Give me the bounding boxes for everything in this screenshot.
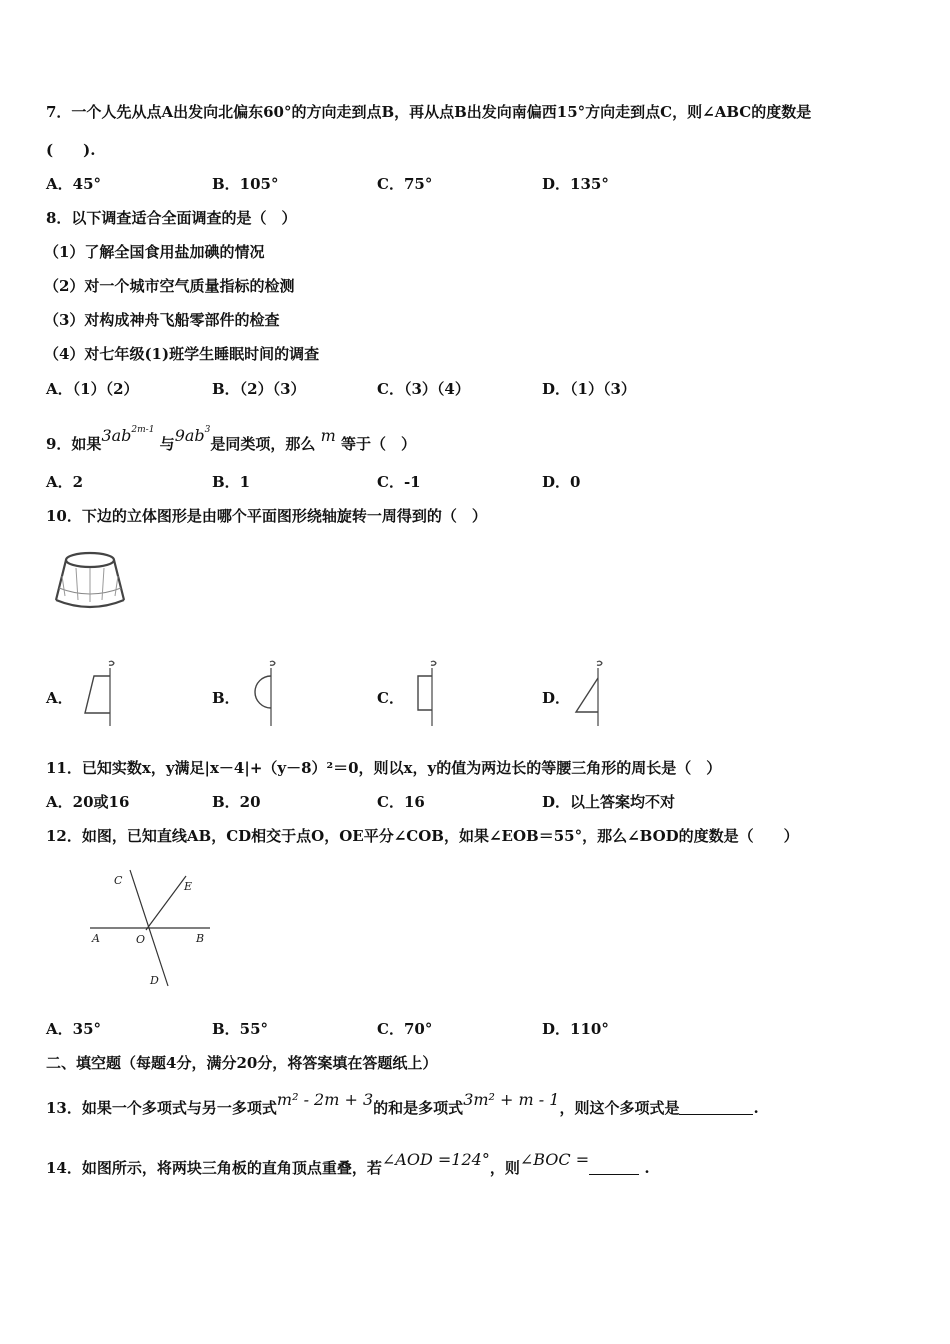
- q10-option-b-label: B．: [212, 689, 240, 707]
- q12-label-d: D: [150, 974, 159, 987]
- section-2-heading: 二、填空题（每题4分，满分20分，将答案填在答题纸上）: [46, 1054, 438, 1072]
- q8-option-d: D．（1）（3）: [542, 380, 636, 398]
- q14-prefix: 14．如图所示，将两块三角板的直角顶点重叠，若: [46, 1159, 382, 1177]
- q12-intersecting-lines-figure: [86, 862, 216, 992]
- q11-stem: 11．已知实数x，y满足|x－4|+（y－8）²＝0，则以x，y的值为两边长的等腰三角形的周长是（ ）: [46, 759, 722, 777]
- q9-term2: [175, 426, 211, 445]
- q8-item-1: （1）了解全国食用盐加碘的情况: [44, 243, 265, 261]
- q12-label-b: B: [196, 932, 205, 945]
- q8-option-c: C．（3）（4）: [377, 380, 470, 398]
- q9-option-c: C．-1: [377, 473, 421, 491]
- q11-option-a: A．20或16: [46, 793, 130, 811]
- q10-option-c-rectangle: [412, 660, 452, 730]
- q10-option-a-trapezoid: [80, 660, 120, 730]
- q14-stem: [46, 1150, 650, 1178]
- q11-option-c: C．16: [377, 793, 425, 811]
- q9-term1-exponent: 2m-1: [131, 425, 155, 435]
- q8-option-a: A．（1）（2）: [46, 380, 139, 398]
- q9-term2-base: 9ab: [174, 426, 205, 445]
- q8-item-3: （3）对构成神舟飞船零部件的检查: [44, 311, 280, 329]
- q10-option-d-triangle: [572, 660, 612, 730]
- q7-stem: 7．一个人先从点A出发向北偏东60°的方向走到点B，再从点B出发向南偏西15°方向走到点C，则∠ABC的度数是: [46, 103, 812, 121]
- q14-asked-angle: ∠BOC =: [519, 1150, 590, 1169]
- q9-term1: [101, 426, 154, 445]
- q7-option-a: A．45°: [46, 175, 102, 193]
- q13-period: .: [753, 1099, 759, 1117]
- q8-item-2: （2）对一个城市空气质量指标的检测: [44, 277, 295, 295]
- q7-option-d: D．135°: [542, 175, 609, 193]
- q12-stem: 12．如图，已知直线AB，CD相交于点O，OE平分∠COB，如果∠EOB＝55°，那么∠BOD的度数是（ ）: [46, 827, 799, 845]
- q9-term2-exponent: 3: [204, 425, 211, 435]
- q9-mid2: 是同类项，那么: [210, 435, 316, 453]
- q10-option-c-label: C．: [377, 689, 404, 707]
- q9-stem: [46, 420, 416, 454]
- q12-option-c: C．70°: [377, 1020, 433, 1038]
- q12-option-a: A．35°: [46, 1020, 102, 1038]
- q14-period: .: [639, 1159, 650, 1177]
- q10-stem: 10．下边的立体图形是由哪个平面图形绕轴旋转一周得到的（ ）: [46, 507, 487, 525]
- q13-poly1: m² - 2m + 3: [276, 1090, 374, 1109]
- q12-label-a: A: [92, 932, 100, 945]
- q9-mid: 与: [159, 435, 175, 453]
- q9-term1-base: 3ab: [101, 426, 132, 445]
- q7-stem-bracket: ( ).: [46, 141, 96, 159]
- q13-prefix: 13．如果一个多项式与另一多项式: [46, 1099, 277, 1117]
- q14-answer-blank[interactable]: [589, 1160, 639, 1175]
- q13-answer-blank[interactable]: [679, 1100, 753, 1115]
- q12-option-b: B．55°: [212, 1020, 269, 1038]
- q13-mid: 的和是多项式: [373, 1099, 464, 1117]
- q10-frustum-figure: [52, 548, 128, 612]
- q10-option-a-label: A．: [46, 689, 73, 707]
- q14-mid: ，则: [489, 1159, 520, 1177]
- q9-prefix: 9．如果: [46, 435, 102, 453]
- q9-option-b: B．1: [212, 473, 251, 491]
- q14-given-angle: ∠AOD =124°: [381, 1150, 490, 1169]
- q12-option-d: D．110°: [542, 1020, 609, 1038]
- q11-option-d: D．以上答案均不对: [542, 793, 676, 811]
- q8-option-b: B．（2）（3）: [212, 380, 306, 398]
- q9-variable: m: [320, 426, 336, 445]
- q10-option-d-label: D．: [542, 689, 571, 707]
- q11-option-b: B．20: [212, 793, 261, 811]
- q8-item-4: （4）对七年级(1)班学生睡眠时间的调查: [44, 345, 320, 363]
- q9-option-a: A．2: [46, 473, 84, 491]
- q13-suffix: ，则这个多项式是: [559, 1099, 680, 1117]
- q13-poly2: 3m² + m - 1: [463, 1090, 560, 1109]
- q9-suffix: 等于（ ）: [341, 435, 417, 453]
- q12-label-o: O: [136, 933, 146, 946]
- q10-option-b-semicircle: [250, 660, 290, 730]
- q9-option-d: D．0: [542, 473, 581, 491]
- q13-stem: [46, 1090, 759, 1118]
- q12-label-c: C: [114, 874, 123, 887]
- q12-label-e: E: [184, 880, 193, 893]
- q7-option-b: B．105°: [212, 175, 279, 193]
- q7-option-c: C．75°: [377, 175, 433, 193]
- q8-stem: 8．以下调查适合全面调查的是（ ）: [46, 209, 297, 227]
